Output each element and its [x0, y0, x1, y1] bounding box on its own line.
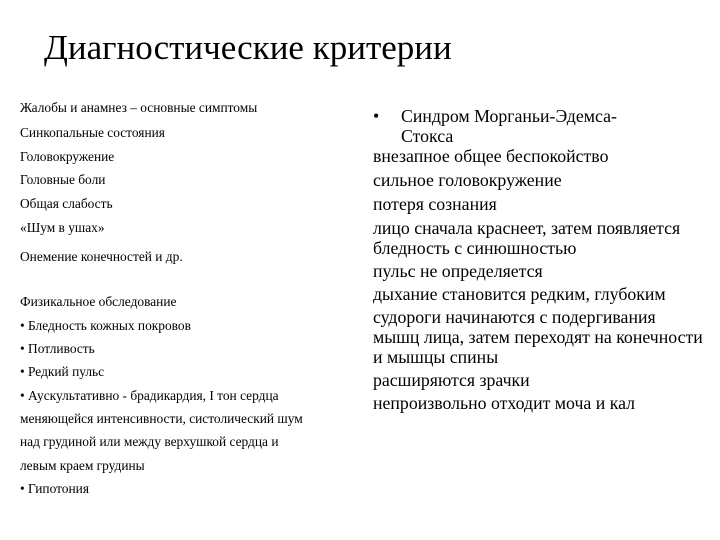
exam-item: • Потливость: [20, 341, 95, 356]
exam-item: • Аускультативно - брадикардия, I тон сердца: [20, 388, 279, 403]
syndrome-heading-line1: Синдром Морганьи-Эдемса-: [401, 106, 617, 126]
slide-title: Диагностические критерии: [44, 28, 452, 67]
exam-item: над грудиной или между верхушкой сердца и: [20, 434, 279, 449]
exam-item: • Бледность кожных покровов: [20, 318, 191, 333]
complaint-item: Общая слабость: [20, 196, 113, 211]
symptom-item: дыхание становится редким, глубоким: [373, 284, 666, 304]
symptom-item: внезапное общее беспокойство: [373, 146, 609, 166]
symptom-item: пульс не определяется: [373, 261, 543, 281]
symptom-item: лицо сначала краснеет, затем появляется бледность с синюшностью: [373, 218, 681, 258]
complaints-heading-suffix: – основные симптомы: [126, 100, 258, 115]
symptom-item: потеря сознания: [373, 194, 497, 214]
complaint-item: Синкопальные состояния: [20, 125, 165, 140]
symptom-item: непроизвольно отходит моча и кал: [373, 393, 636, 413]
exam-item: • Гипотония: [20, 481, 89, 496]
complaints-heading-line: [20, 100, 257, 116]
exam-item: левым краем грудины: [20, 458, 145, 473]
complaint-item: Головные боли: [20, 172, 106, 187]
exam-item: • Редкий пульс: [20, 364, 105, 379]
bullet-icon: •: [373, 106, 380, 126]
complaint-item: Онемение конечностей и др.: [20, 249, 183, 264]
symptom-item: судороги начинаются с подергивания мышц лица, затем переходят на конечности и мышцы спины: [373, 307, 703, 367]
syndrome-heading: [373, 106, 703, 146]
complaint-item: Головокружение: [20, 149, 115, 164]
exam-item: меняющейся интенсивности, систолический шум: [20, 411, 303, 426]
symptom-item: сильное головокружение: [373, 170, 562, 190]
syndrome-heading-line2: Стокса: [401, 126, 454, 146]
complaints-heading: Жалобы и анамнез: [20, 100, 127, 115]
syndrome-symptom-list: [373, 146, 703, 413]
exam-heading: Физикальное обследование: [20, 294, 177, 309]
symptom-item: расширяются зрачки: [373, 370, 530, 390]
complaint-item: «Шум в ушах»: [20, 220, 105, 235]
right-column: [373, 106, 703, 413]
